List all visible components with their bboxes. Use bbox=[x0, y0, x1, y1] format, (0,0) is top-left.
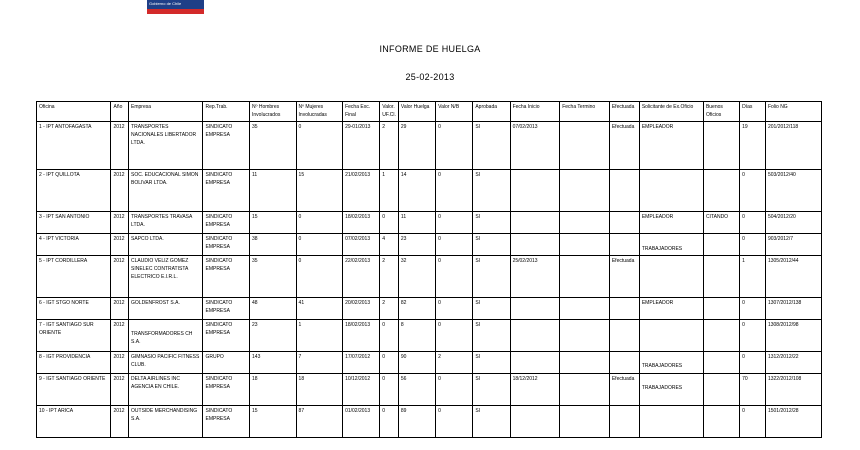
cell-mujeres: 18 bbox=[296, 374, 343, 406]
cell-rep-trab: SINDICATO EMPRESA bbox=[203, 234, 250, 256]
cell-aprobada: SI bbox=[473, 170, 510, 212]
cell-dias: 19 bbox=[740, 122, 766, 170]
cell-oficina: 2 - IPT QUILLOTA bbox=[37, 170, 111, 212]
cell-dias: 0 bbox=[740, 234, 766, 256]
col-header-fecha-exc: Fecha Exc. Final bbox=[343, 102, 380, 122]
cell-efectuada: Efectuada bbox=[609, 374, 639, 406]
cell-fecha-termino bbox=[560, 298, 610, 320]
cell-rep-trab: SINDICATO EMPRESA bbox=[203, 122, 250, 170]
table-row bbox=[37, 170, 822, 212]
cell-solicitante bbox=[639, 320, 703, 352]
cell-valor-nb: 0 bbox=[436, 406, 473, 438]
cell-mujeres: 7 bbox=[296, 352, 343, 374]
cell-aprobada: SI bbox=[473, 374, 510, 406]
cell-valor-huelga: 56 bbox=[398, 374, 435, 406]
cell-rep-trab: SINDICATO EMPRESA bbox=[203, 374, 250, 406]
cell-empresa: TRANSPORTES TRAVASA LTDA. bbox=[129, 212, 203, 234]
cell-dias: 0 bbox=[740, 406, 766, 438]
cell-anio: 2012 bbox=[111, 256, 129, 298]
cell-dias: 0 bbox=[740, 170, 766, 212]
cell-anio: 2012 bbox=[111, 406, 129, 438]
cell-mujeres: 0 bbox=[296, 256, 343, 298]
cell-buenos-oficios bbox=[703, 320, 739, 352]
cell-hombres: 143 bbox=[250, 352, 297, 374]
cell-oficina: 8 - IGT PROVIDENCIA bbox=[37, 352, 111, 374]
table-row bbox=[37, 406, 822, 438]
cell-buenos-oficios bbox=[703, 298, 739, 320]
cell-oficina: 5 - IPT CORDILLERA bbox=[37, 256, 111, 298]
cell-solicitante bbox=[639, 256, 703, 298]
cell-hombres: 23 bbox=[250, 320, 297, 352]
cell-buenos-oficios bbox=[703, 256, 739, 298]
table-row bbox=[37, 320, 822, 352]
cell-valor-uf: 0 bbox=[380, 406, 399, 438]
cell-rep-trab: SINDICATO EMPRESA bbox=[203, 298, 250, 320]
cell-hombres: 18 bbox=[250, 374, 297, 406]
cell-aprobada: SI bbox=[473, 234, 510, 256]
cell-solicitante bbox=[639, 352, 703, 374]
cell-anio: 2012 bbox=[111, 234, 129, 256]
cell-efectuada bbox=[609, 234, 639, 256]
cell-valor-huelga: 29 bbox=[398, 122, 435, 170]
cell-aprobada: SI bbox=[473, 212, 510, 234]
cell-fecha-inicio bbox=[510, 320, 560, 352]
cell-efectuada bbox=[609, 212, 639, 234]
cell-anio: 2012 bbox=[111, 298, 129, 320]
cell-empresa: DELTA AIRLINES INC AGENCIA EN CHILE. bbox=[129, 374, 203, 406]
cell-solicitante bbox=[639, 298, 703, 320]
cell-valor-nb: 0 bbox=[436, 298, 473, 320]
solicitante-trabajadores: TRABAJADORES bbox=[641, 246, 683, 252]
table-row bbox=[37, 212, 822, 234]
cell-oficina: 3 - IPT SAN ANTONIO bbox=[37, 212, 111, 234]
col-header-empresa: Empresa bbox=[129, 102, 203, 122]
col-header-rep-trab: Rep.Trab. bbox=[203, 102, 250, 122]
logo-red-stripe bbox=[147, 9, 204, 14]
cell-valor-uf: 0 bbox=[380, 212, 399, 234]
cell-dias: 0 bbox=[740, 212, 766, 234]
cell-solicitante bbox=[639, 234, 703, 256]
cell-anio: 2012 bbox=[111, 320, 129, 352]
cell-mujeres: 87 bbox=[296, 406, 343, 438]
cell-oficina: 9 - IGT SANTIAGO ORIENTE bbox=[37, 374, 111, 406]
solicitante-trabajadores: TRABAJADORES bbox=[641, 363, 683, 369]
cell-hombres: 35 bbox=[250, 122, 297, 170]
cell-fecha-exc: 18/02/2013 bbox=[343, 320, 380, 352]
solicitante-empleador: EMPLEADOR bbox=[641, 214, 674, 220]
cell-fecha-exc: 18/02/2013 bbox=[343, 212, 380, 234]
cell-hombres: 15 bbox=[250, 406, 297, 438]
cell-buenos-oficios bbox=[703, 406, 739, 438]
cell-valor-huelga: 82 bbox=[398, 298, 435, 320]
cell-oficina: 6 - IGT STGO NORTE bbox=[37, 298, 111, 320]
cell-folio: 1308/2012/98 bbox=[765, 320, 821, 352]
cell-aprobada: SI bbox=[473, 352, 510, 374]
cell-valor-uf: 1 bbox=[380, 170, 399, 212]
cell-dias: 70 bbox=[740, 374, 766, 406]
col-header-hombres: Nº Hombres Involucrados bbox=[250, 102, 297, 122]
col-header-dias: Días bbox=[740, 102, 766, 122]
cell-fecha-termino bbox=[560, 406, 610, 438]
cell-buenos-oficios bbox=[703, 122, 739, 170]
cell-rep-trab: SINDICATO EMPRESA bbox=[203, 256, 250, 298]
cell-fecha-inicio bbox=[510, 352, 560, 374]
cell-fecha-inicio: 18/12/2012 bbox=[510, 374, 560, 406]
table-row bbox=[37, 256, 822, 298]
cell-mujeres: 0 bbox=[296, 122, 343, 170]
cell-hombres: 48 bbox=[250, 298, 297, 320]
cell-valor-huelga: 11 bbox=[398, 212, 435, 234]
cell-valor-nb: 2 bbox=[436, 352, 473, 374]
cell-solicitante bbox=[639, 170, 703, 212]
cell-dias: 0 bbox=[740, 298, 766, 320]
cell-fecha-exc: 10/12/2012 bbox=[343, 374, 380, 406]
solicitante-empleador: EMPLEADOR bbox=[641, 124, 674, 130]
table-row bbox=[37, 122, 822, 170]
cell-solicitante bbox=[639, 122, 703, 170]
cell-efectuada bbox=[609, 298, 639, 320]
cell-valor-huelga: 23 bbox=[398, 234, 435, 256]
cell-empresa-text: TRANSFORMADORES CH S.A. bbox=[131, 331, 193, 345]
col-header-efectuada: Efectuada bbox=[609, 102, 639, 122]
cell-dias: 1 bbox=[740, 256, 766, 298]
col-header-solicitante: Solicitante de Ex.Oficio bbox=[639, 102, 703, 122]
cell-valor-nb: 0 bbox=[436, 212, 473, 234]
cell-fecha-termino bbox=[560, 374, 610, 406]
cell-rep-trab: GRUPO bbox=[203, 352, 250, 374]
cell-empresa bbox=[129, 320, 203, 352]
cell-folio: 504/2012/20 bbox=[765, 212, 821, 234]
cell-oficina: 10 - IPT ARICA bbox=[37, 406, 111, 438]
cell-buenos-oficios: CITANDO bbox=[703, 212, 739, 234]
cell-fecha-inicio: 25/02/2013 bbox=[510, 256, 560, 298]
cell-fecha-inicio bbox=[510, 170, 560, 212]
cell-folio: 1322/2012/108 bbox=[765, 374, 821, 406]
col-header-valor-uf: Valor. UF.Cl. bbox=[380, 102, 399, 122]
cell-anio: 2012 bbox=[111, 122, 129, 170]
cell-fecha-termino bbox=[560, 234, 610, 256]
table-row bbox=[37, 298, 822, 320]
cell-valor-huelga: 14 bbox=[398, 170, 435, 212]
cell-folio: 201/2012/118 bbox=[765, 122, 821, 170]
cell-valor-nb: 0 bbox=[436, 170, 473, 212]
table-row bbox=[37, 352, 822, 374]
cell-folio: 1305/2012/44 bbox=[765, 256, 821, 298]
government-logo bbox=[147, 0, 204, 14]
cell-dias: 0 bbox=[740, 352, 766, 374]
cell-folio: 503/2012/40 bbox=[765, 170, 821, 212]
cell-mujeres: 0 bbox=[296, 212, 343, 234]
cell-buenos-oficios bbox=[703, 234, 739, 256]
cell-dias: 0 bbox=[740, 320, 766, 352]
cell-fecha-inicio bbox=[510, 212, 560, 234]
col-header-valor-nb: Valor N/B bbox=[436, 102, 473, 122]
cell-folio: 1312/2012/22 bbox=[765, 352, 821, 374]
cell-anio: 2012 bbox=[111, 170, 129, 212]
cell-empresa: SAPCO LTDA. bbox=[129, 234, 203, 256]
cell-fecha-termino bbox=[560, 352, 610, 374]
cell-buenos-oficios bbox=[703, 374, 739, 406]
cell-oficina: 7 - IGT SANTIAGO SUR ORIENTE bbox=[37, 320, 111, 352]
logo-text: Gobierno de Chile bbox=[149, 1, 182, 6]
report-title: INFORME DE HUELGA bbox=[379, 44, 481, 54]
cell-fecha-termino bbox=[560, 212, 610, 234]
cell-aprobada: SI bbox=[473, 298, 510, 320]
solicitante-trabajadores: TRABAJADORES bbox=[641, 385, 683, 391]
cell-aprobada: SI bbox=[473, 256, 510, 298]
cell-fecha-termino bbox=[560, 256, 610, 298]
col-header-anio: Año bbox=[111, 102, 129, 122]
cell-valor-huelga: 8 bbox=[398, 320, 435, 352]
cell-rep-trab: SINDICATO EMPRESA bbox=[203, 320, 250, 352]
table-row bbox=[37, 234, 822, 256]
cell-solicitante bbox=[639, 212, 703, 234]
cell-valor-uf: 0 bbox=[380, 320, 399, 352]
cell-folio: 1307/2012/138 bbox=[765, 298, 821, 320]
col-header-fecha-termino: Fecha Termino bbox=[560, 102, 610, 122]
cell-hombres: 35 bbox=[250, 256, 297, 298]
solicitante-empleador: EMPLEADOR bbox=[641, 300, 674, 306]
cell-rep-trab: SINDICATO EMPRESA bbox=[203, 406, 250, 438]
cell-empresa: SOC. EDUCACIONAL SIMON BOLIVAR LTDA. bbox=[129, 170, 203, 212]
cell-hombres: 38 bbox=[250, 234, 297, 256]
cell-rep-trab: SINDICATO EMPRESA bbox=[203, 212, 250, 234]
col-header-aprobada: Aprobada bbox=[473, 102, 510, 122]
cell-anio: 2012 bbox=[111, 212, 129, 234]
cell-hombres: 11 bbox=[250, 170, 297, 212]
cell-valor-uf: 2 bbox=[380, 122, 399, 170]
cell-fecha-inicio bbox=[510, 234, 560, 256]
col-header-mujeres: Nº Mujeres Involucradas bbox=[296, 102, 343, 122]
cell-folio: 1501/2012/28 bbox=[765, 406, 821, 438]
cell-empresa: CLAUDIO VELIZ GOMEZ SINELEC CONTRATISTA ELECTRICO E.I.R.L. bbox=[129, 256, 203, 298]
cell-aprobada: SI bbox=[473, 320, 510, 352]
cell-hombres: 15 bbox=[250, 212, 297, 234]
cell-mujeres: 0 bbox=[296, 234, 343, 256]
cell-valor-nb: 0 bbox=[436, 374, 473, 406]
cell-mujeres: 1 bbox=[296, 320, 343, 352]
table-header-row bbox=[37, 102, 822, 122]
cell-empresa: GIMNASIO PACIFIC FITNESS CLUB. bbox=[129, 352, 203, 374]
cell-solicitante bbox=[639, 406, 703, 438]
cell-oficina: 4 - IPT VICTORIA bbox=[37, 234, 111, 256]
cell-efectuada bbox=[609, 320, 639, 352]
cell-fecha-inicio bbox=[510, 406, 560, 438]
col-header-oficina: Oficina bbox=[37, 102, 111, 122]
cell-mujeres: 15 bbox=[296, 170, 343, 212]
cell-valor-huelga: 90 bbox=[398, 352, 435, 374]
cell-fecha-termino bbox=[560, 320, 610, 352]
cell-efectuada: Efectuada bbox=[609, 256, 639, 298]
cell-fecha-exc: 20/02/2013 bbox=[343, 298, 380, 320]
cell-anio: 2012 bbox=[111, 352, 129, 374]
cell-fecha-termino bbox=[560, 122, 610, 170]
cell-fecha-exc: 01/02/2013 bbox=[343, 406, 380, 438]
cell-fecha-termino bbox=[560, 170, 610, 212]
cell-fecha-exc: 17/07/2012 bbox=[343, 352, 380, 374]
table-row bbox=[37, 374, 822, 406]
cell-solicitante bbox=[639, 374, 703, 406]
cell-anio: 2012 bbox=[111, 374, 129, 406]
cell-valor-uf: 4 bbox=[380, 234, 399, 256]
col-header-valor-huelga: Valor Huelga bbox=[398, 102, 435, 122]
cell-fecha-exc: 29-01/2013 bbox=[343, 122, 380, 170]
cell-efectuada: Efectuada bbox=[609, 122, 639, 170]
cell-buenos-oficios bbox=[703, 170, 739, 212]
cell-valor-uf: 2 bbox=[380, 256, 399, 298]
cell-valor-nb: 0 bbox=[436, 320, 473, 352]
cell-folio: 903/2012/7 bbox=[765, 234, 821, 256]
cell-buenos-oficios bbox=[703, 352, 739, 374]
report-date: 25-02-2013 bbox=[405, 72, 455, 82]
cell-valor-uf: 2 bbox=[380, 298, 399, 320]
col-header-buenos-oficios: Buenos Oficios bbox=[703, 102, 739, 122]
cell-valor-nb: 0 bbox=[436, 256, 473, 298]
strike-report-table bbox=[36, 101, 822, 438]
cell-oficina: 1 - IPT ANTOFAGASTA bbox=[37, 122, 111, 170]
col-header-folio: Folio NG bbox=[765, 102, 821, 122]
cell-empresa: OUTSIDE MERCHANDISING S.A. bbox=[129, 406, 203, 438]
cell-fecha-inicio bbox=[510, 298, 560, 320]
cell-efectuada bbox=[609, 170, 639, 212]
cell-empresa: GOLDENFROST S.A. bbox=[129, 298, 203, 320]
cell-empresa: TRANSPORTES NACIONALES LIBERTADOR LTDA. bbox=[129, 122, 203, 170]
cell-efectuada bbox=[609, 406, 639, 438]
col-header-fecha-inicio: Fecha Inicio bbox=[510, 102, 560, 122]
cell-aprobada: SI bbox=[473, 406, 510, 438]
cell-fecha-exc: 21/02/2013 bbox=[343, 170, 380, 212]
cell-rep-trab: SINDICATO EMPRESA bbox=[203, 170, 250, 212]
cell-valor-nb: 0 bbox=[436, 234, 473, 256]
cell-mujeres: 41 bbox=[296, 298, 343, 320]
cell-valor-huelga: 32 bbox=[398, 256, 435, 298]
cell-fecha-exc: 07/02/2013 bbox=[343, 234, 380, 256]
cell-valor-uf: 0 bbox=[380, 374, 399, 406]
cell-efectuada bbox=[609, 352, 639, 374]
cell-fecha-inicio: 07/02/2013 bbox=[510, 122, 560, 170]
cell-fecha-exc: 22/02/2013 bbox=[343, 256, 380, 298]
cell-valor-huelga: 89 bbox=[398, 406, 435, 438]
cell-valor-nb: 0 bbox=[436, 122, 473, 170]
cell-valor-uf: 0 bbox=[380, 352, 399, 374]
cell-aprobada: SI bbox=[473, 122, 510, 170]
